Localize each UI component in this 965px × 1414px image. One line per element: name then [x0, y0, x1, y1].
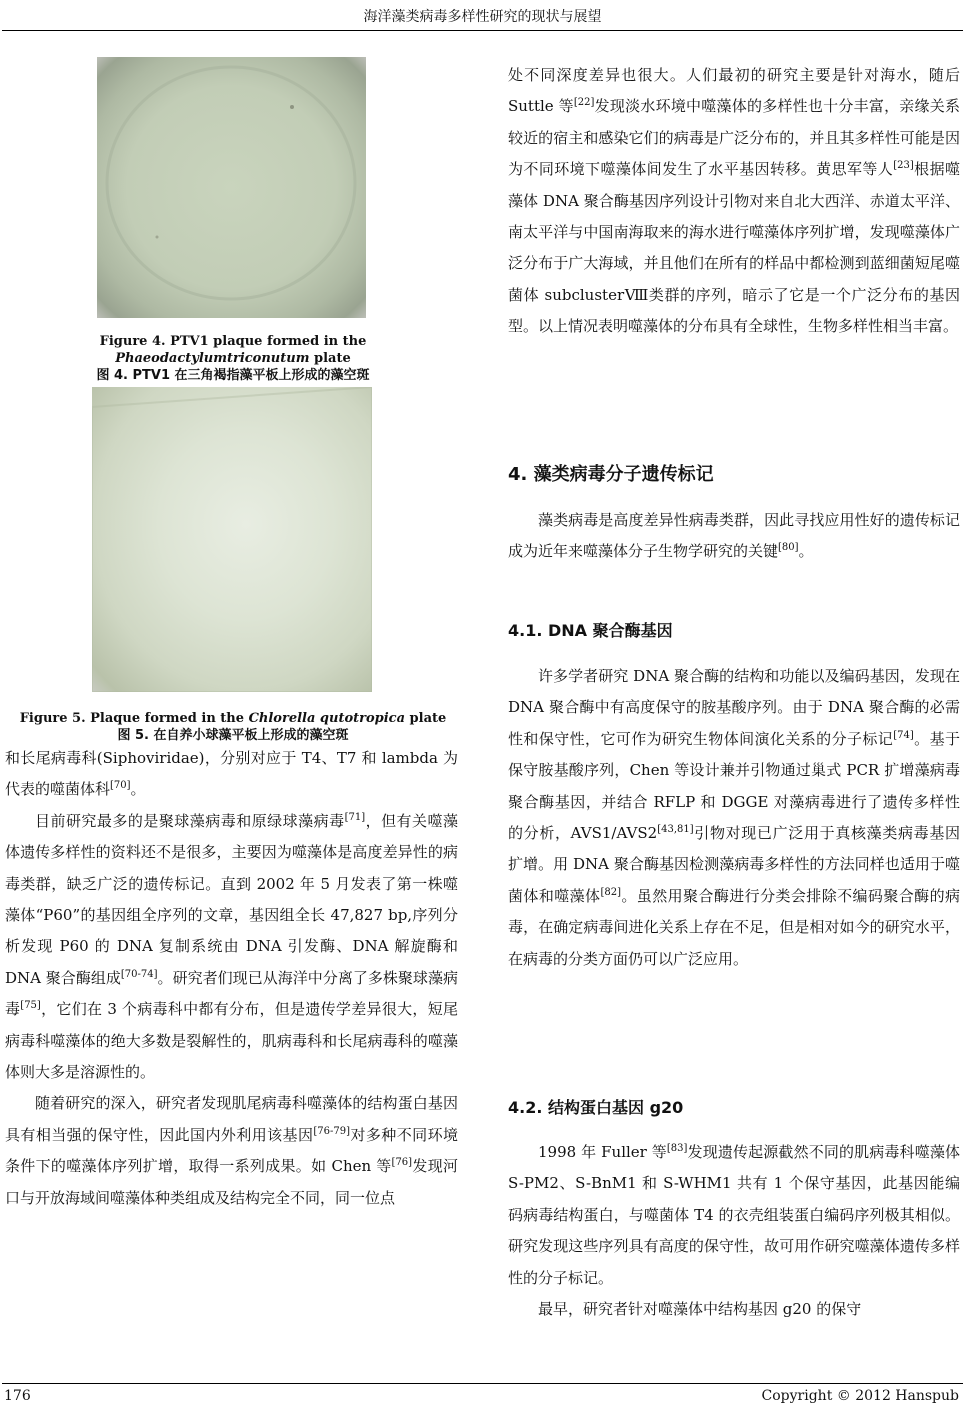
paragraph: 1998 年 Fuller 等[83]发现遗传起源截然不同的肌病毒科噬藻体 S-PM2、S-BnM1 和 S-WHM1 共有 1 个保守基因，此基因能编码病毒结构蛋白，与噬菌体 T4 的衣壳组装蛋白编码序列极其相似。研究发现这些序列具有高度的保守性，故可用作研究噬藻体遗传多样性的分子标记。 — [508, 1143, 960, 1287]
right-column-paragraph-2 — [508, 505, 960, 568]
figure-4-caption-cn: 图 4. PTV1 在三角褐指藻平板上形成的藻空斑 — [96, 368, 370, 383]
figure-5-caption-cn: 图 5. 在自养小球藻平板上形成的藻空斑 — [117, 728, 349, 743]
copyright: Copyright © 2012 Hanspub — [761, 1388, 959, 1404]
section-heading-4-1: 4.1. DNA 聚合酶基因 — [508, 621, 673, 640]
paragraph: 最早，研究者针对噬藻体中结构基因 g20 的保守 — [538, 1300, 862, 1319]
figure-4-plate-photo — [97, 57, 366, 318]
section-heading-4-2: 4.2. 结构蛋白基因 g20 — [508, 1098, 684, 1117]
figure-5-plate-photo — [92, 387, 372, 692]
plate-texture — [92, 387, 372, 692]
running-header: 海洋藻类病毒多样性研究的现状与展望 — [363, 9, 602, 25]
section-heading-4: 4. 藻类病毒分子遗传标记 — [508, 464, 714, 485]
figure-5-caption-en: Figure 5. Plaque formed in the Chlorella qutotropica plate — [19, 711, 447, 726]
paragraph: 目前研究最多的是聚球藻病毒和原绿球藻病毒[71]，但有关噬藻体遗传多样性的资料还不是很多，主要因为噬藻体是高度差异性的病毒类群，缺乏广泛的遗传标记。直到 2002 年 5 月发表了第一株噬藻体“P60”的基因组全序列的文章，基因组全长 47,827 bp,序列分析发现 P60 的 DNA 复制系统由 DNA 引发酶、DNA 解旋酶和 DNA 聚合酶组成[70-74]。研究者们现已从海洋中分离了多株聚球藻病毒[75]，它们在 3 个病毒科中都有分布，但是遗传学差异很大，短尾病毒科噬藻体的绝大多数是裂解性的，肌病毒科和长尾病毒科的噬藻体则大多是溶源性的。 — [5, 811, 458, 1082]
paragraph: 处不同深度差异也很大。人们最初的研究主要是针对海水，随后 Suttle 等[22]发现淡水环境中噬藻体的多样性也十分丰富，亲缘关系较近的宿主和感染它们的病毒是广泛分布的，并且其多样性可能是因为不同环境下噬藻体间发生了水平基因转移。黄思军等人[23]根据噬藻体 DNA 聚合酶基因序列设计引物对来自北大西洋、赤道太平洋、南太平洋与中国南海取来的海水进行噬藻体序列扩增，发现噬藻体广泛分布于广大海域，并且他们在所有的样品中都检测到蓝细菌短尾噬菌体 subclusterⅧ类群的序列，暗示了它是一个广泛分布的基因型。以上情况表明噬藻体的分布具有全球性，生物多样性相当丰富。 — [508, 66, 960, 336]
footer-rule — [2, 1383, 963, 1384]
page-number: 176 — [4, 1388, 31, 1404]
figure-5-caption — [8, 710, 458, 744]
header-rule — [2, 30, 963, 31]
plate-texture — [97, 57, 366, 318]
paragraph: 随着研究的深入，研究者发现肌尾病毒科噬藻体的结构蛋白基因具有相当强的保守性，因此国内外利用该基因[76-79]对多种不同环境条件下的噬藻体序列扩增，取得一系列成果。如 Chen 等[76]发现河口与开放海域间噬藻体种类组成及结构完全不同，同一位点 — [5, 1094, 458, 1207]
figure-4-caption-en: Figure 4. PTV1 plaque formed in the Phaeodactylumtriconutum plate — [99, 334, 367, 366]
left-column-text — [5, 743, 458, 1214]
right-column-paragraph-4 — [508, 1137, 960, 1325]
paragraph: 许多学者研究 DNA 聚合酶的结构和功能以及编码基因，发现在 DNA 聚合酶中有高度保守的胺基酸序列。由于 DNA 聚合酶的必需性和保守性，它可作为研究生物体间演化关系的分子标记[74]。基于保守胺基酸序列，Chen 等设计兼并引物通过巢式 PCR 扩增藻病毒聚合酶基因，并结合 RFLP 和 DGGE 对藻病毒进行了遗传多样性的分析，AVS1/AVS2[43,81]引物对现已广泛用于真核藻类病毒基因扩增。用 DNA 聚合酶基因检测藻病毒多样性的方法同样也适用于噬菌体和噬藻体[82]。虽然用聚合酶进行分类会排除不编码聚合酶的病毒，在确定病毒间进化关系上存在不足，但是相对如今的研究水平，在病毒的分类方面仍可以广泛应用。 — [508, 667, 960, 968]
right-column-paragraph-1 — [508, 60, 960, 343]
right-column-paragraph-3 — [508, 661, 960, 975]
paragraph: 藻类病毒是高度差异性病毒类群，因此寻找应用性好的遗传标记成为近年来噬藻体分子生物学研究的关键[80]。 — [508, 511, 960, 561]
figure-4-caption — [8, 333, 458, 384]
paragraph: 和长尾病毒科(Siphoviridae)，分别对应于 T4、T7 和 lambda 为代表的噬菌体科[70]。 — [5, 749, 458, 799]
